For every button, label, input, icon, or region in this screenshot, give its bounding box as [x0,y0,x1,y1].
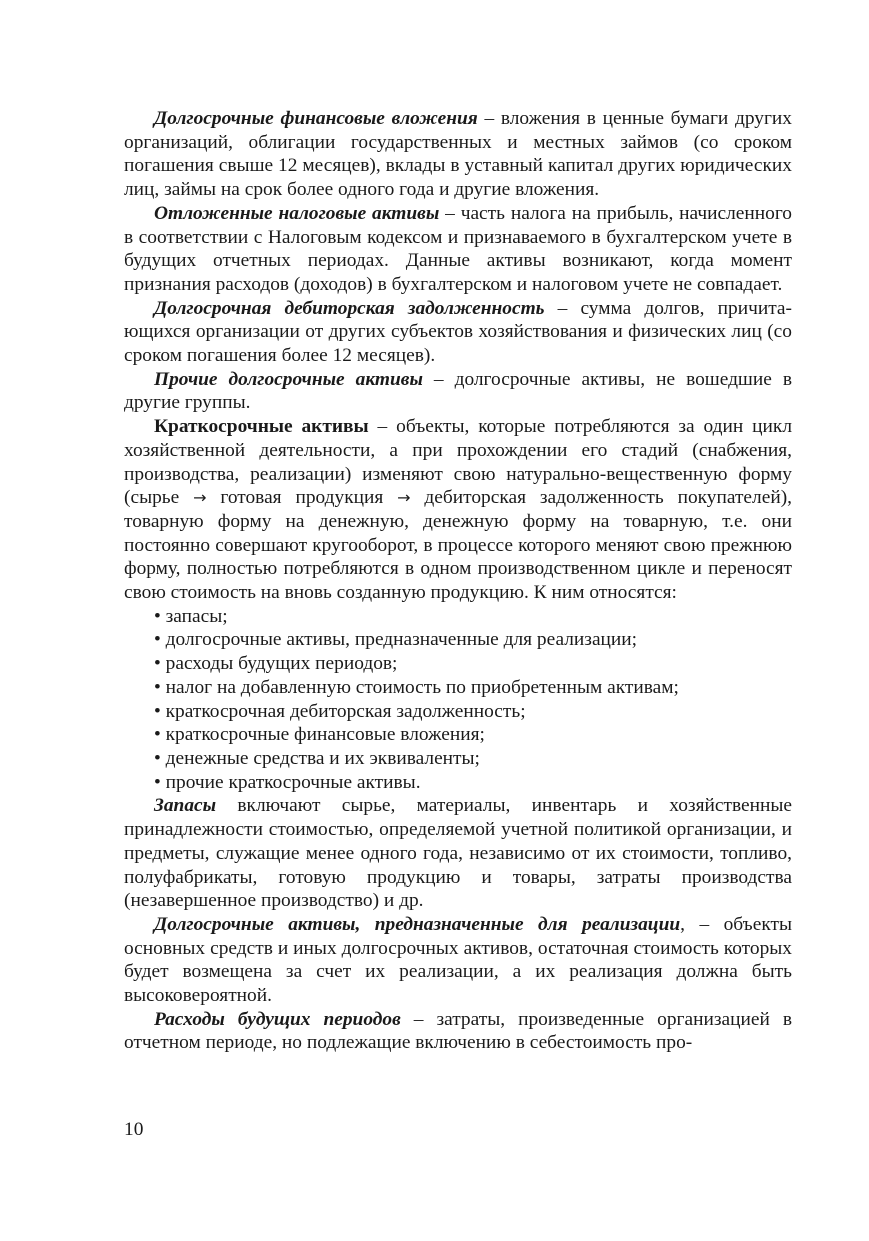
arrow-right-icon: → [193,488,207,508]
term: Отложенные налоговые активы [154,202,440,224]
definition: – затраты, произведенные организацией в отчетном периоде, но подлежащие включению в себестоимость про- [124,1008,792,1054]
list-item: • расходы будущих периодов; [154,653,398,675]
definition: – часть налога на прибыль, начисленного в соответствии с Налоговым кодексом и признаваемого в бухгалтерском учете в будущих отчетных периодах. Данные активы возникают, когда момент признания расходов (доходов) в бухгалтерском и налоговом учете не совпадает. [124,202,792,295]
paragraph-inventories [124,794,792,913]
page-number: 10 [124,1119,144,1140]
list-item: • запасы; [154,605,228,627]
list-item: • налог на добавленную стоимость по приобретенным активам; [154,676,679,698]
definition: – сумма долгов, причитающихся организации от других субъектов хозяйствования и физических лиц (со сроком погашения более 12 месяцев). [124,297,792,367]
paragraph-short-term-assets [124,415,792,605]
term: Запасы [154,795,217,817]
paragraph-long-term-financial-investments [124,107,792,202]
text-block [124,107,792,1055]
definition-part: готовая продукция [206,487,398,509]
definition-part: дебиторская задолженность покупателей), товарную форму на денежную, денежную форму на товарную, т.е. они постоянно совершают кругооборот, в процессе которого меняют свою прежнюю форму, полностью потребляются в одном производственном цикле и переносят свою стоимость на вновь созданную продукцию. К ним относятся: [124,487,793,604]
definition-part: – объекты, которые потребляются за один цикл хозяйственной деятельности, а при прохождении его стадий (снабжения, производства, реализации) изменяют свою натурально-вещественную форму (сырье [124,416,792,509]
paragraph-other-long-term-assets [124,368,792,415]
term: Расходы будущих периодов [154,1008,401,1030]
term: Долгосрочные активы, предназначенные для реализации [154,913,681,935]
definition: – долгосрочные активы, не вошедшие в другие группы. [124,368,792,414]
definition: включают сырье, материалы, инвентарь и хозяйственные принадлежности стоимостью, определяемой учетной политикой организации, и предметы, служащие менее одного года, независимо от их стоимости, топливо, полуфабрикаты, готовую продукцию и товары, затраты производства (незавершенное производство) и др. [124,795,792,912]
list-item: • долгосрочные активы, предназначенные для реализации; [154,629,638,651]
arrow-right-icon: → [397,488,411,508]
list-item: • прочие краткосрочные активы. [154,771,421,793]
paragraph-deferred-expenses [124,1008,792,1055]
paragraph-assets-held-for-sale [124,913,792,1008]
page-body [124,107,792,1055]
term: Долгосрочные финансовые вложения [154,108,478,129]
paragraph-long-term-receivables [124,297,792,368]
definition: – вложения в ценные бумаги других организаций, облигации государственных и местных займов (со сроком погашения свыше 12 месяцев), вклады в уставный капитал других юридических лиц, займы на срок более одного года и другие вложения. [124,108,793,201]
term: Краткосрочные активы [154,416,369,438]
term: Прочие долгосрочные активы [154,368,423,390]
short-term-assets-list [124,605,792,795]
definition: , – объекты основных средств и иных долгосрочных активов, остаточная стоимость которых будет возмещена за счет их реализации, а их реализация должна быть высоковероятной. [124,913,792,1007]
list-item: • краткосрочные финансовые вложения; [154,724,485,746]
list-item: • денежные средства и их эквиваленты; [154,747,480,769]
list-item: • краткосрочная дебиторская задолженность; [154,700,526,722]
paragraph-deferred-tax-assets [124,202,792,297]
term: Долгосрочная дебиторская задолженность [154,297,545,319]
